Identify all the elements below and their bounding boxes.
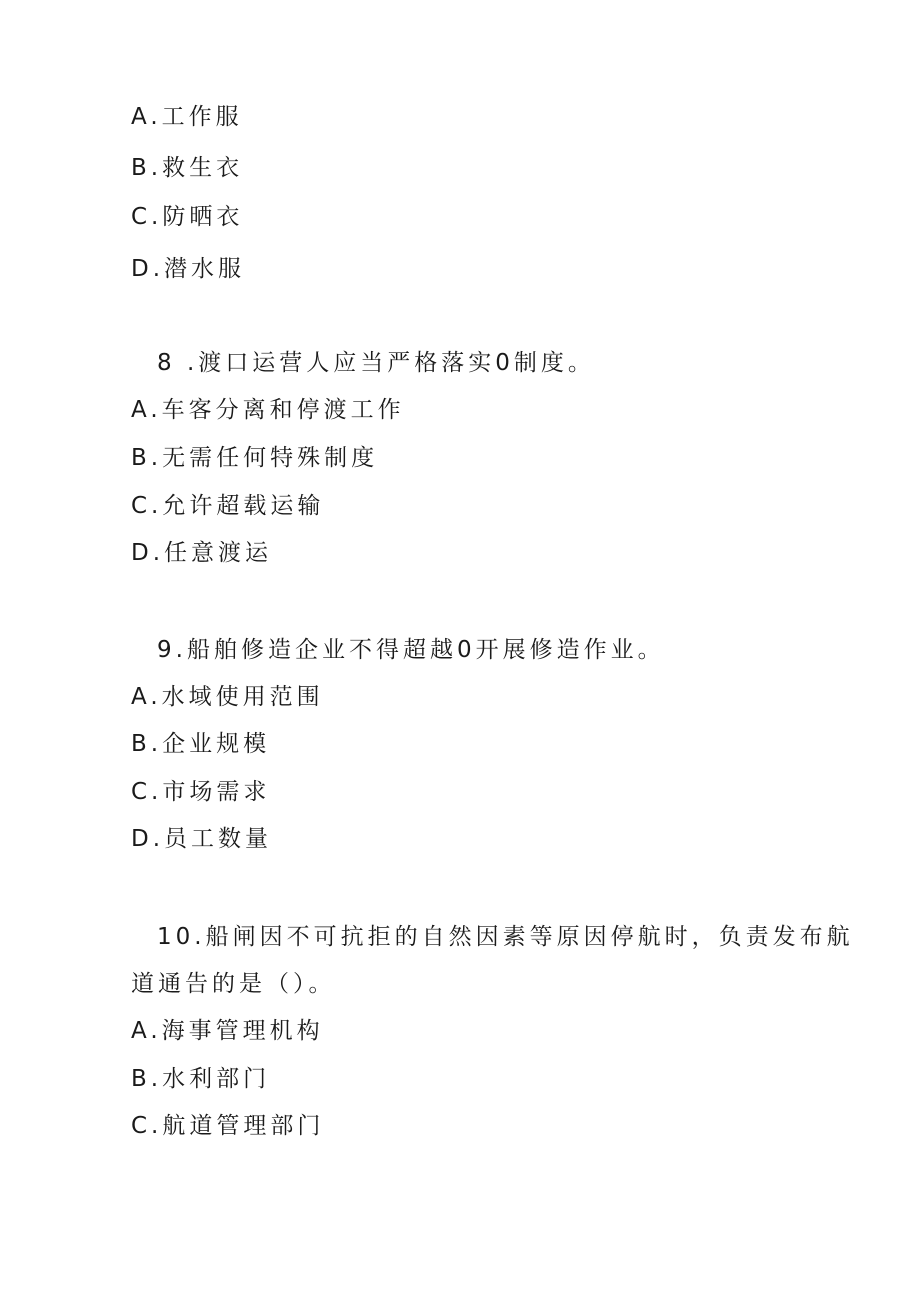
q10-stem-line2: 道通告的是（）。 bbox=[131, 971, 336, 997]
q9-option-c: C.市场需求 bbox=[131, 779, 271, 805]
q10-option-b: B.水利部门 bbox=[131, 1066, 271, 1092]
q9-option-a: A.水域使用范围 bbox=[131, 684, 324, 710]
q10-stem-line1: 10.船闸因不可抗拒的自然因素等原因停航时，负责发布航 bbox=[157, 924, 854, 950]
q7-option-b: B.救生衣 bbox=[131, 155, 244, 181]
q10-option-a: A.海事管理机构 bbox=[131, 1018, 324, 1044]
q9-option-d: D.员工数量 bbox=[131, 826, 273, 852]
q8-option-d: D.任意渡运 bbox=[131, 540, 273, 566]
q7-option-c: C.防晒衣 bbox=[131, 204, 244, 230]
q7-option-d: D.潜水服 bbox=[131, 256, 246, 282]
q8-stem: 8 .渡口运营人应当严格落实0制度。 bbox=[157, 350, 595, 376]
q8-option-a: A.车客分离和停渡工作 bbox=[131, 397, 405, 423]
q7-option-a: A.工作服 bbox=[131, 104, 243, 130]
q8-option-c: C.允许超载运输 bbox=[131, 493, 325, 519]
q9-option-b: B.企业规模 bbox=[131, 731, 271, 757]
q9-stem: 9.船舶修造企业不得超越0开展修造作业。 bbox=[157, 637, 665, 663]
q10-option-c: C.航道管理部门 bbox=[131, 1113, 325, 1139]
q8-option-b: B.无需任何特殊制度 bbox=[131, 445, 379, 471]
